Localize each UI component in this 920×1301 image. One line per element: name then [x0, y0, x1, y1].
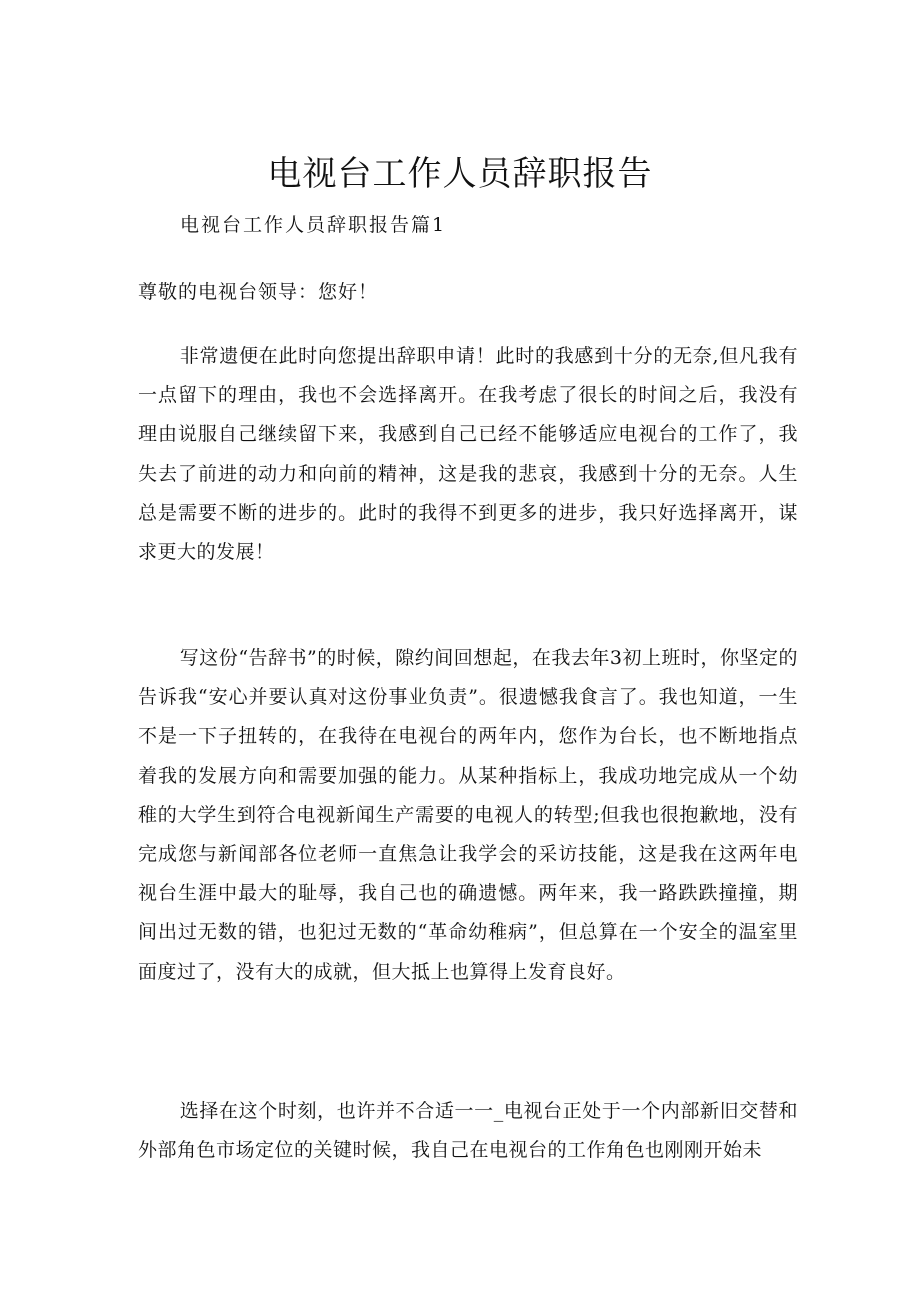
paragraph: 写这份“告辞书”的时候，隙约间回想起，在我去年3初上班时，你坚定的告诉我“安心并要认真对这份事业负责”。很遗憾我食言了。我也知道，一生不是一下子扭转的，在我待在电视台的两年内，您作为台长，也不断地指点着我的发展方向和需要加强的能力。从某种指标上，我成功地完成从一个幼稚的大学生到符合电视新闻生产需要的电视人的转型;但我也很抱歉地，没有完成您与新闻部各位老师一直焦急让我学会的采访技能，这是我在这两年电视台生涯中最大的耻辱，我自己也的确遗憾。两年来，我一路跌跌撞撞，期间出过无数的错，也犯过无数的“革命幼稚病”，但总算在一个安全的温室里面度过了，没有大的成就，但大抵上也算得上发育良好。 — [138, 647, 798, 983]
greeting-line: 尊敬的电视台领导：您好！ — [138, 281, 379, 303]
paragraph: 选择在这个时刻，也许并不合适一一_电视台正处于一个内部新旧交替和外部角色市场定位的关键时候，我自己在电视台的工作角色也刚刚开始未 — [138, 1100, 798, 1162]
document-subtitle: 电视台工作人员辞职报告篇1 — [180, 214, 447, 236]
document-title: 电视台工作人员辞职报告 — [267, 154, 653, 194]
paragraph: 非常遗便在此时向您提出辞职申请！此时的我感到十分的无奈,但凡我有一点留下的理由，我也不会选择离开。在我考虑了很长的时间之后，我没有理由说服自己继续留下来，我感到自己已经不能够适应电视台的工作了，我失去了前进的动力和向前的精神，这是我的悲哀，我感到十分的无奈。人生总是需要不断的进步的。此时的我得不到更多的进步，我只好选择离开，谋求更大的发展！ — [138, 345, 798, 564]
